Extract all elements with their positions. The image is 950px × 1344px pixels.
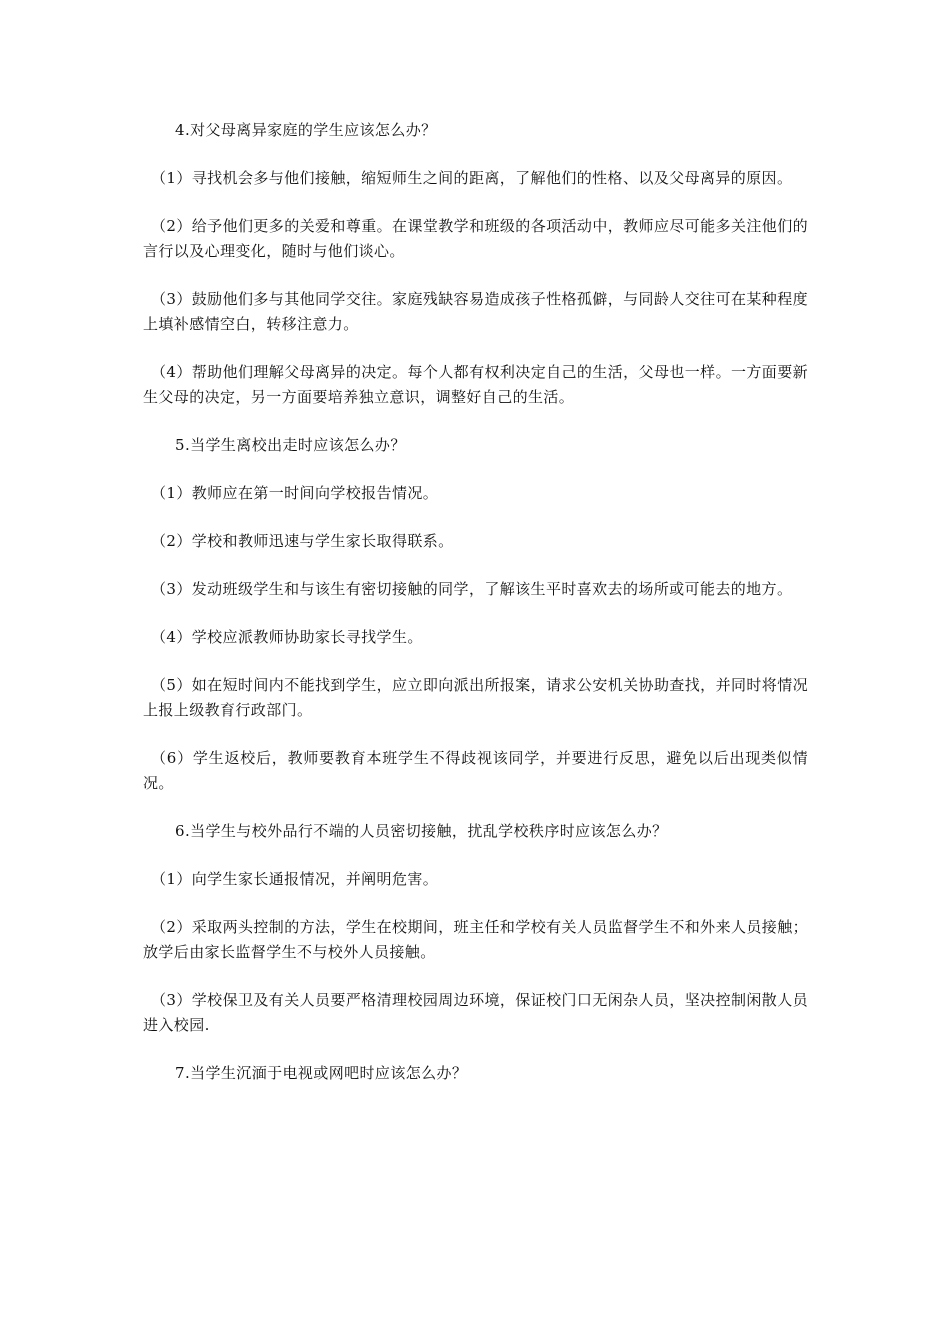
paragraph-item: （2）给予他们更多的关爱和尊重。在课堂教学和班级的各项活动中，教师应尽可能多关注他们的言行以及心理变化，随时与他们谈心。 (143, 217, 808, 260)
paragraph-item: （3）鼓励他们多与其他同学交往。家庭残缺容易造成孩子性格孤僻，与同龄人交往可在某种程度上填补感情空白，转移注意力。 (143, 290, 808, 333)
paragraph-item: （4）帮助他们理解父母离异的决定。每个人都有权利决定自己的生活，父母也一样。一方面要新生父母的决定，另一方面要培养独立意识，调整好自己的生活。 (143, 363, 808, 406)
paragraph-item: （3）学校保卫及有关人员要严格清理校园周边环境，保证校门口无闲杂人员，坚决控制闲散人员进入校园. (143, 991, 808, 1034)
paragraph-item: （2）采取两头控制的方法，学生在校期间，班主任和学校有关人员监督学生不和外来人员接触；放学后由家长监督学生不与校外人员接触。 (143, 918, 808, 961)
section-heading-6: 6.当学生与校外品行不端的人员密切接触，扰乱学校秩序时应该怎么办？ (175, 822, 668, 840)
document-page (143, 118, 808, 1109)
paragraph-item: （3）发动班级学生和与该生有密切接触的同学，了解该生平时喜欢去的场所或可能去的地方。 (151, 580, 793, 598)
section-heading-5: 5.当学生离校出走时应该怎么办？ (175, 436, 406, 454)
section-heading-7: 7.当学生沉湎于电视或网吧时应该怎么办？ (175, 1064, 468, 1082)
paragraph-item: （5）如在短时间内不能找到学生，应立即向派出所报案，请求公安机关协助查找，并同时将情况上报上级教育行政部门。 (143, 676, 808, 719)
paragraph-item: （1）教师应在第一时间向学校报告情况。 (151, 484, 439, 502)
paragraph-item: （6）学生返校后，教师要教育本班学生不得歧视该同学，并要进行反思，避免以后出现类似情况。 (143, 749, 808, 792)
paragraph-item: （4）学校应派教师协助家长寻找学生。 (151, 628, 423, 646)
paragraph-item: （1）寻找机会多与他们接触，缩短师生之间的距离，了解他们的性格、以及父母离异的原因。 (151, 169, 793, 187)
paragraph-item: （2）学校和教师迅速与学生家长取得联系。 (151, 532, 454, 550)
paragraph-item: （1）向学生家长通报情况，并阐明危害。 (151, 870, 439, 888)
section-heading-4: 4.对父母离异家庭的学生应该怎么办？ (175, 121, 437, 139)
